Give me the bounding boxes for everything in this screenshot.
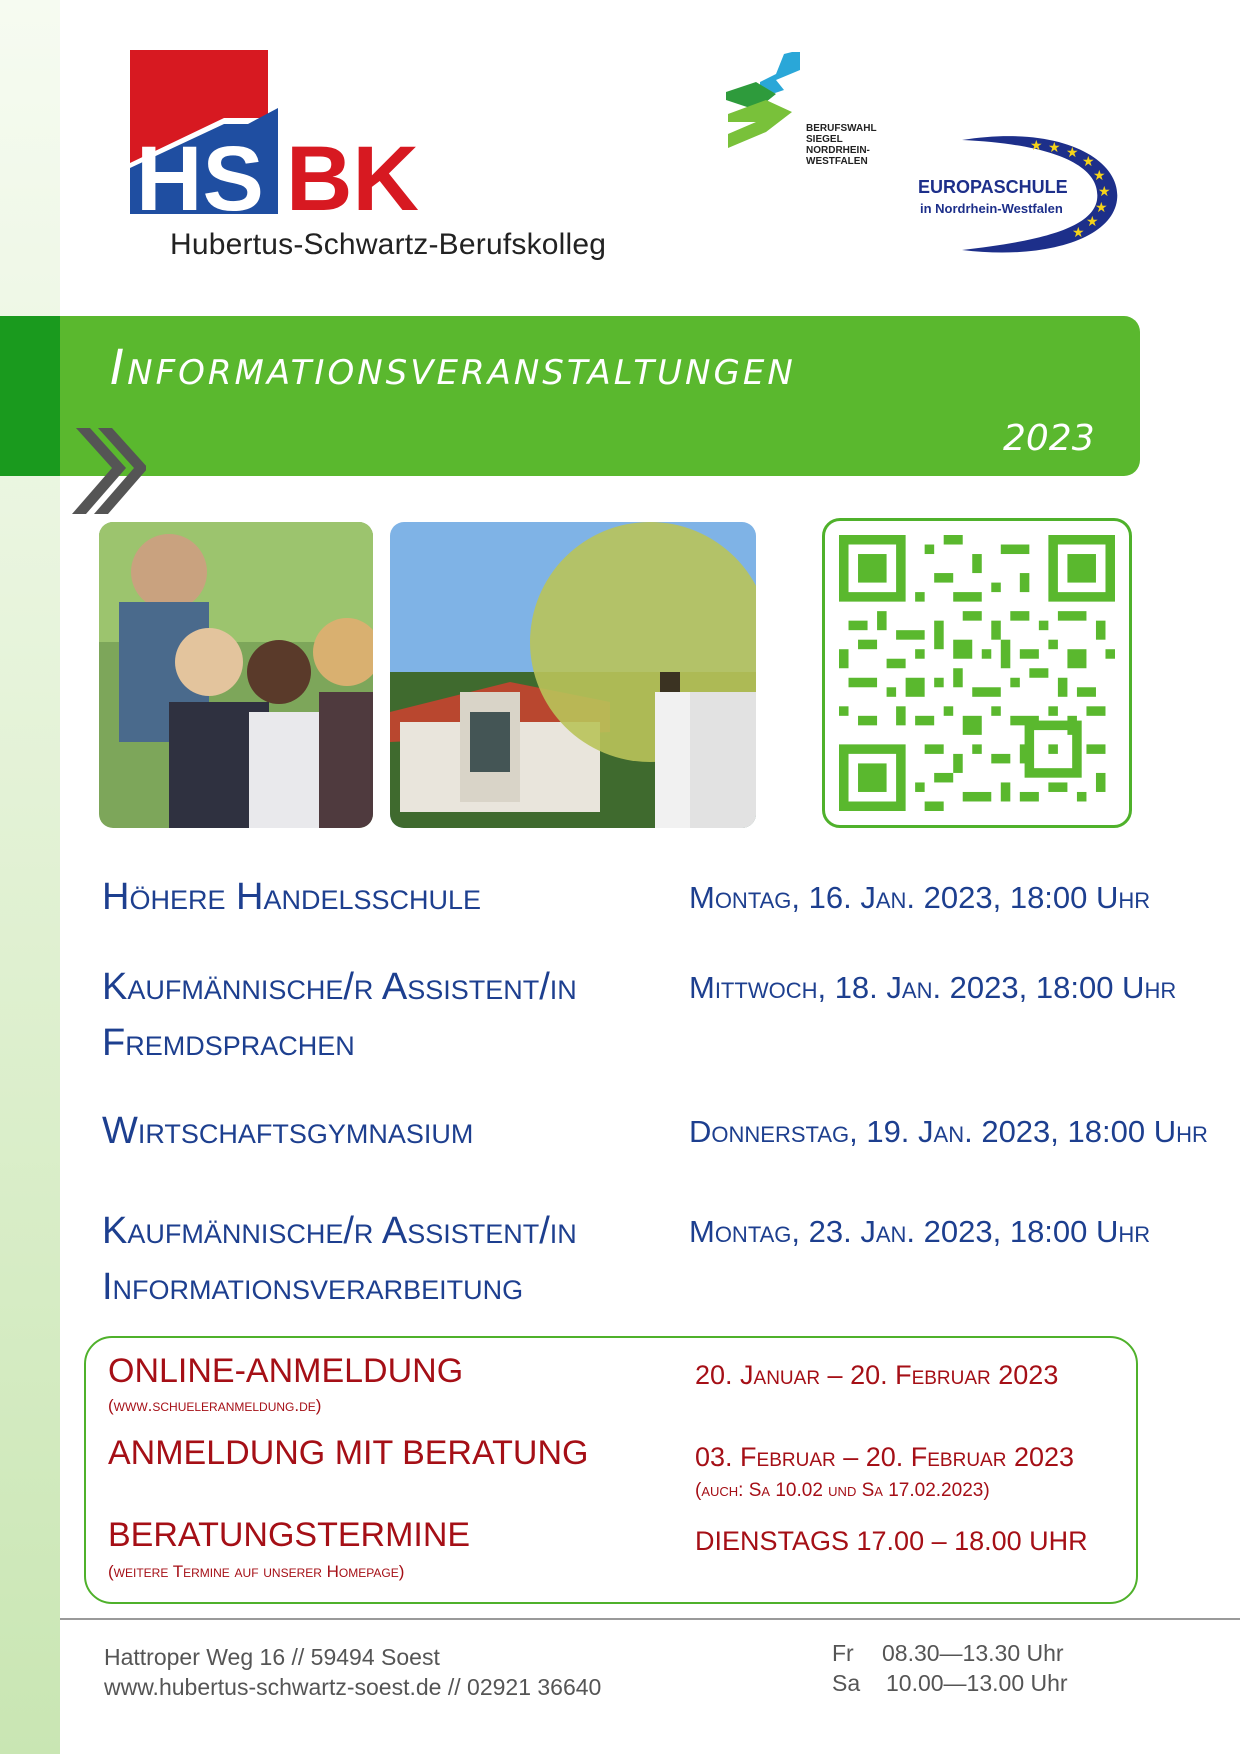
footer-web-phone[interactable]: www.hubertus-schwartz-soest.de // 02921 36640 [104, 1674, 602, 1700]
footer-hours-time: 08.30—13.30 Uhr [882, 1640, 1064, 1666]
event-date: Donnerstag, 19. Jan. 2023, 18:00 Uhr [689, 1114, 1208, 1149]
event-date: Montag, 23. Jan. 2023, 18:00 Uhr [689, 1214, 1151, 1249]
consultation-registration-heading: ANMELDUNG MIT BERATUNG [108, 1434, 589, 1472]
online-registration-heading: ONLINE-ANMELDUNG [108, 1352, 464, 1390]
consultation-dates-heading: BERATUNGSTERMINE [108, 1516, 471, 1554]
svg-text:★: ★ [1048, 140, 1061, 156]
svg-text:★: ★ [1086, 214, 1099, 230]
svg-text:★: ★ [1066, 145, 1079, 161]
event-program: Kaufmännische/r Assistent/in Informationsverarbeitung [102, 1210, 577, 1308]
logo-bk-letters: BK [286, 128, 419, 230]
side-gradient-bar [0, 0, 60, 1754]
footer-address: Hattroper Weg 16 // 59494 Soest [104, 1644, 440, 1670]
event-program: Höhere Handelsschule [102, 876, 482, 918]
svg-text:★: ★ [1098, 184, 1111, 200]
footer-hours-day: Fr [832, 1640, 854, 1666]
online-registration-date: 20. Januar – 20. Februar 2023 [695, 1360, 1059, 1390]
qr-code [822, 518, 1132, 828]
logo-hs-letters: HS [136, 128, 264, 230]
svg-text:★: ★ [1093, 168, 1106, 184]
event-date: Mittwoch, 18. Jan. 2023, 18:00 Uhr [689, 970, 1177, 1005]
school-building-photo [390, 522, 756, 828]
banner-title: Informationsveranstaltungen [110, 340, 796, 396]
europaschule-title: EUROPASCHULE [918, 177, 1068, 197]
footer-hours-time: 10.00—13.00 Uhr [886, 1670, 1068, 1696]
banner-year: 2023 [1003, 418, 1095, 459]
footer-divider [60, 1618, 1240, 1620]
svg-text:★: ★ [1095, 200, 1108, 216]
consultation-registration-note: (auch: Sa 10.02 und Sa 17.02.2023) [695, 1480, 990, 1501]
side-accent-bar [0, 316, 60, 476]
event-program: Kaufmännische/r Assistent/in Fremdsprachen [102, 966, 577, 1064]
europaschule-subtitle: in Nordrhein-Westfalen [920, 201, 1063, 216]
students-photo [99, 522, 373, 828]
svg-text:★: ★ [1082, 154, 1095, 170]
online-registration-url[interactable]: (www.schueleranmeldung.de) [108, 1396, 322, 1415]
consultation-registration-date: 03. Februar – 20. Februar 2023 [695, 1442, 1075, 1472]
event-program: Wirtschaftsgymnasium [102, 1110, 474, 1152]
svg-text:★: ★ [1030, 138, 1043, 154]
siegel-text: BERUFSWAHL SIEGEL NORDRHEIN- WESTFALEN [806, 123, 877, 167]
double-chevron-icon [56, 428, 146, 514]
footer-hours-day: Sa [832, 1670, 861, 1696]
event-date: Montag, 16. Jan. 2023, 18:00 Uhr [689, 880, 1151, 915]
school-name: Hubertus-Schwartz-Berufskolleg [170, 228, 607, 261]
consultation-dates-note: (weitere Termine auf unserer Homepage) [108, 1562, 405, 1581]
svg-text:★: ★ [1072, 225, 1085, 241]
consultation-dates-time: DIENSTAGS 17.00 – 18.00 UHR [695, 1526, 1088, 1556]
qr-code-pattern [839, 535, 1115, 811]
